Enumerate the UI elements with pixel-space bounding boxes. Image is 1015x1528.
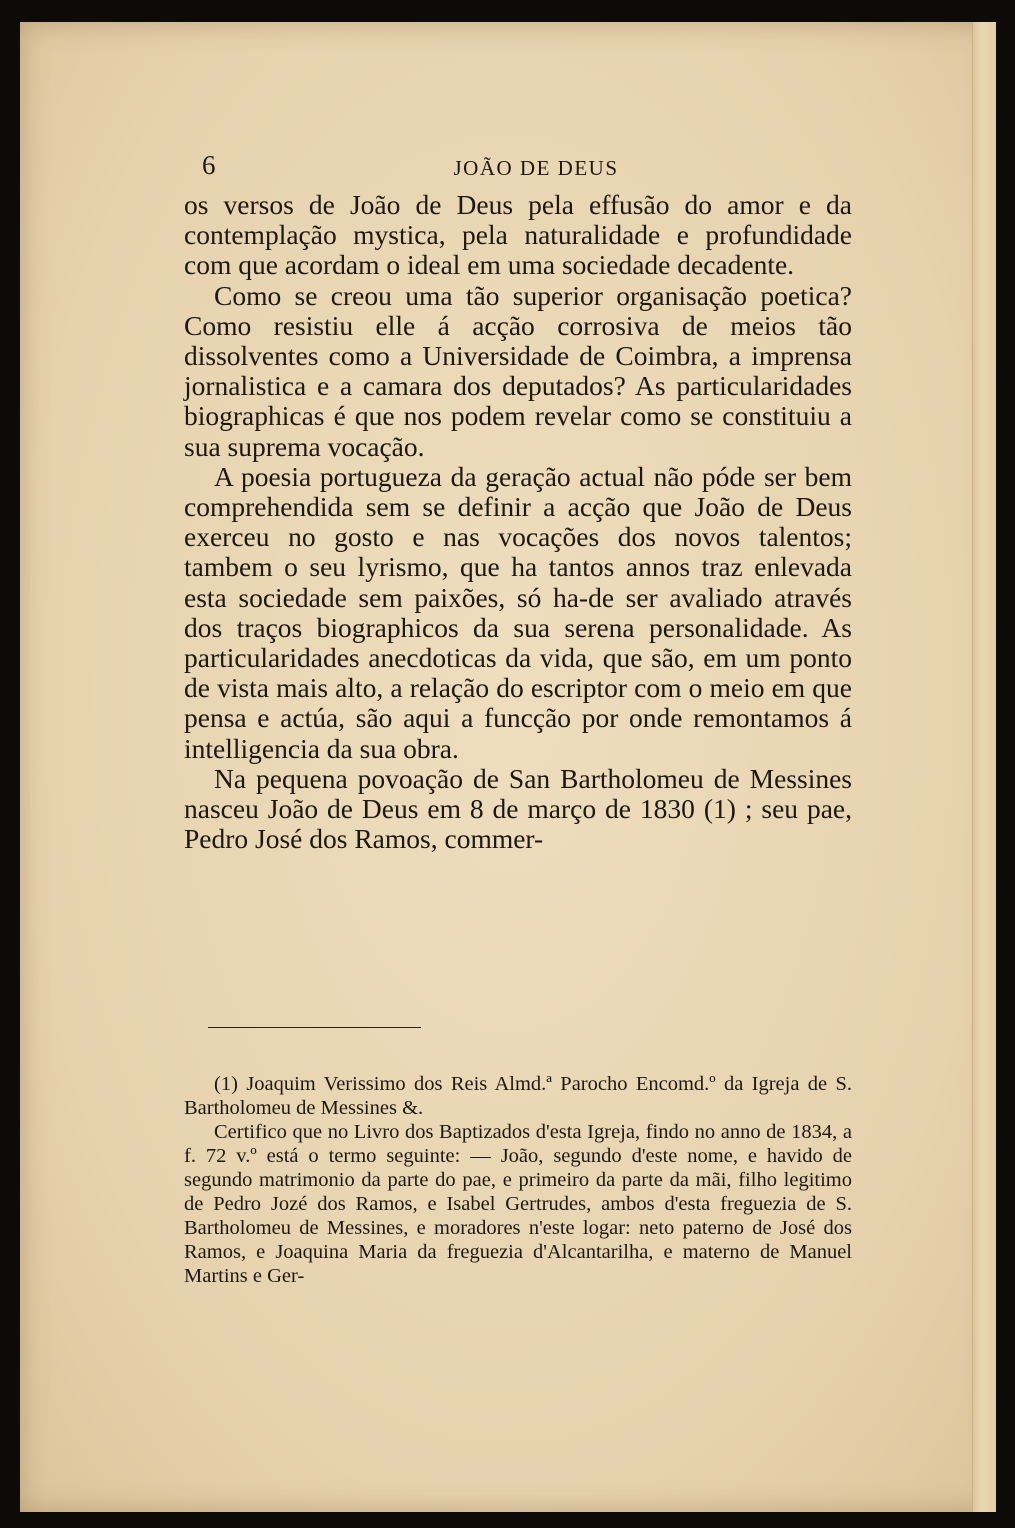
footnote-paragraph: Certifico que no Livro dos Baptizados d'esta Igreja, findo no anno de 1834, a f. 72 v.º está o termo seguinte: — João, segundo d'este nome, e havido de segundo matrimonio da parte do pae, e primeiro da parte da mãi, filho legitimo de Pedro Jozé dos Ramos, e Isabel Gertrudes, ambos d'esta freguezia de S. Bartholomeu de Messines, e moradores n'este logar: neto paterno de José dos Ramos, e Joaquina Maria da freguezia d'Alcantarilha, e materno de Manuel Martins e Ger- [184,1121,852,1287]
body-paragraph: os versos de João de Deus pela effusão do amor e da contemplação mystica, pela naturalidade e profundidade com que acordam o ideal em uma sociedade decadente. [184,189,852,281]
body-text [184,190,852,854]
body-paragraph: Como se creou uma tão superior organisação poetica? Como resistiu elle á acção corrosiva de meios tão dissolventes como a Universidade de Coimbra, a imprensa jornalistica e a camara dos deputados? As particularidades biographicas é que nos podem revelar como se constituiu a sua suprema vocação. [184,279,852,462]
footnote-separator [208,1027,421,1028]
body-paragraph: Na pequena povoação de San Bartholomeu de Messines nasceu João de Deus em 8 de março de 1830 (1) ; seu pae, Pedro José dos Ramos, commer- [184,762,852,855]
page-fold-edge [972,22,996,1512]
footnote-paragraph: (1) Joaquim Verissimo dos Reis Almd.ª Parocho Encomd.º da Igreja de S. Bartholomeu de Messines &. [184,1073,852,1119]
page-number: 6 [202,150,216,180]
running-title: JOÃO DE DEUS [453,156,619,180]
body-paragraph: A poesia portugueza da geração actual não póde ser bem comprehendida sem se definir a acção que João de Deus exerceu no gosto e nas vocações dos novos talentos; tambem o seu lyrismo, que ha tantos annos traz enlevada esta sociedade sem paixões, só ha-de ser avaliado através dos traços biographicos da sua serena personalidade. As particularidades anecdoticas da vida, que são, em um ponto de vista mais alto, a relação do escriptor com o meio em que pensa e actúa, são aqui a funcção por onde remontamos á intelligencia da sua obra. [184,460,852,764]
page-header [202,150,870,190]
footnote [184,1072,852,1288]
